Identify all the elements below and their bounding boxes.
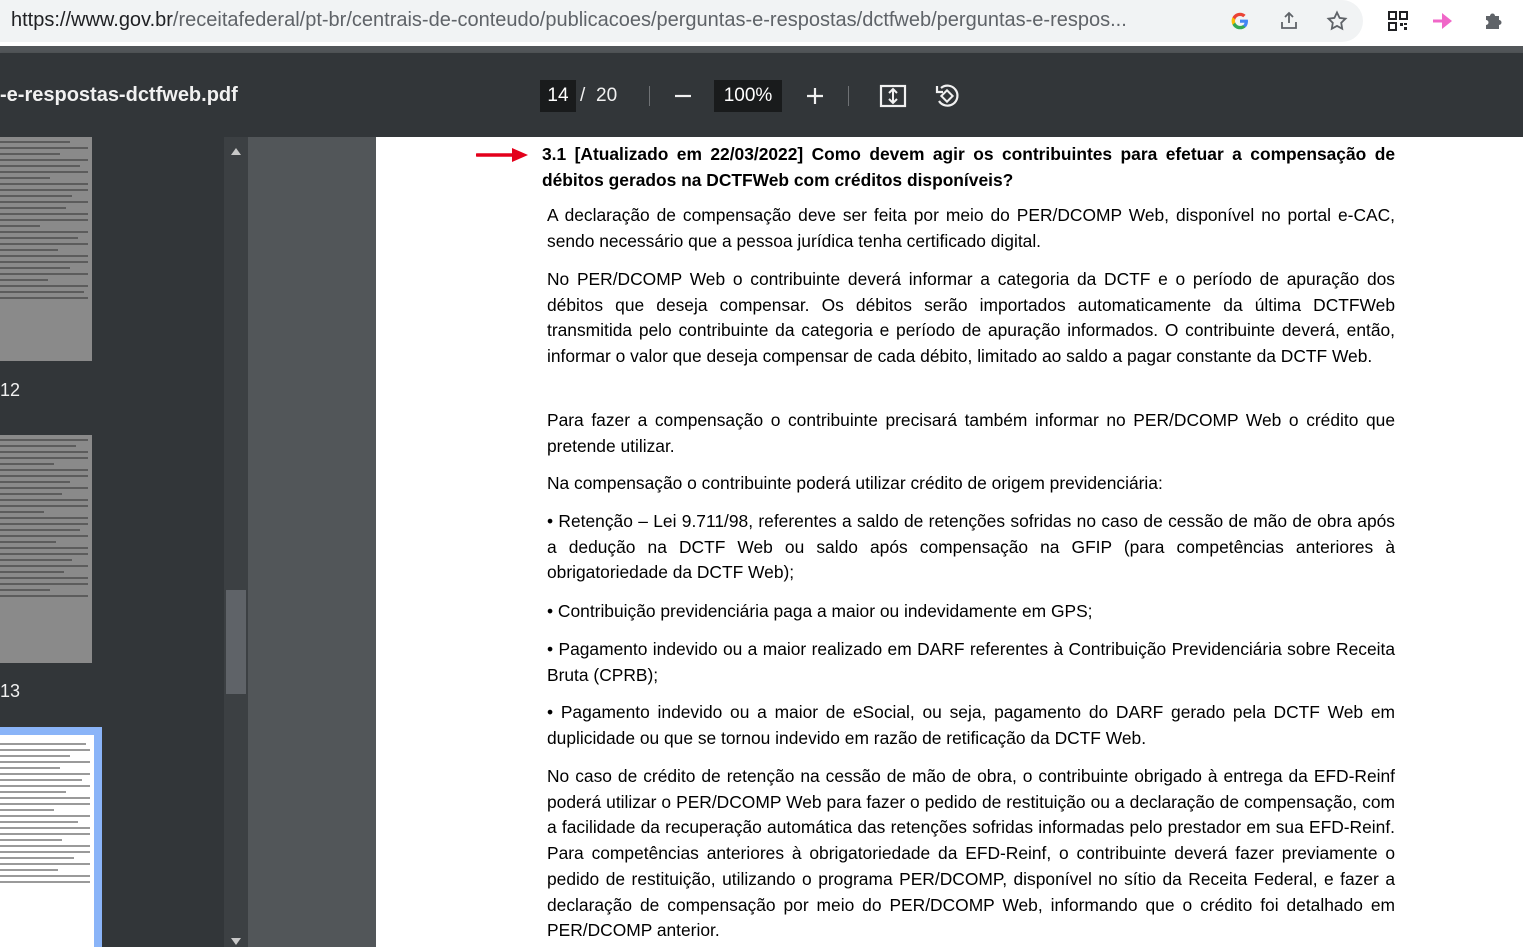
section-heading: 3.1 [Atualizado em 22/03/2022] Como devem agir os contribuintes para efetuar a compensação de débitos gerados na DCTFWeb com créditos disponíveis? [542, 144, 1395, 190]
paragraph: No caso de crédito de retenção na cessão de mão de obra, o contribuinte obrigado à entrega da EFD-Reinf poderá utilizar o PER/DCOMP Web para fazer o pedido de restituição ou a declaração de compensação, com a facilidade da recuperação automática das retenções sofridas informadas pelo prestador em sua EFD-Reinf. Para competências anteriores à obrigatoriedade da EFD-Reinf, o contribuinte deverá fazer previamente o pedido de restituição, utilizando o programa PER/DCOMP, disponível no sítio da Receita Federal, e fazer a declaração de compensação por meio do PER/DCOMP Web, informando que o crédito foi detalhado em PER/DCOMP anterior. [547, 766, 1395, 941]
zoom-out-button[interactable] [667, 80, 699, 112]
fit-page-icon [879, 84, 907, 108]
toolbar-divider [848, 86, 849, 106]
plus-icon [805, 86, 825, 106]
bullet-item: • Retenção – Lei 9.711/98, referentes a saldo de retenções sofridas no caso de cessão de mão de obra após a dedução na DCTF Web ou saldo após compensação na GFIP (para competências anteriores à obrigatoriedade da DCTF Web); [547, 511, 1395, 583]
scroll-up-icon[interactable] [230, 146, 242, 156]
page-separator: / [580, 85, 586, 106]
page-thumbnail[interactable] [0, 137, 92, 361]
sidebar-scrollbar-thumb[interactable] [226, 590, 246, 694]
selected-thumbnail-page [0, 735, 94, 947]
page-thumbnail[interactable] [0, 435, 92, 663]
url-host: https://www.gov.br [11, 9, 173, 31]
url-text[interactable] [11, 9, 1211, 32]
page-thumbnail-selected[interactable] [0, 727, 102, 947]
page-number-input[interactable]: 14 [540, 80, 576, 112]
address-bar[interactable] [0, 0, 1363, 42]
bullet-item: • Pagamento indevido ou a maior de eSocial, ou seja, pagamento do DARF gerado pela DCTF Web em duplicidade ou que se tornou indevido em razão de retificação da DCTF Web. [547, 702, 1395, 748]
pdf-viewport[interactable] [248, 137, 1523, 947]
toolbar-divider [649, 86, 650, 106]
rotate-button[interactable] [931, 80, 963, 112]
extension-arrow-icon[interactable] [1430, 7, 1458, 35]
browser-toolbar [0, 0, 1523, 46]
fit-page-button[interactable] [877, 80, 909, 112]
qr-code-icon[interactable] [1384, 7, 1412, 35]
zoom-in-button[interactable] [799, 80, 831, 112]
url-path: /receitafederal/pt-br/centrais-de-conteudo/publicacoes/perguntas-e-respostas/dctfweb/perguntas-e-respos... [172, 9, 1127, 31]
bullet-item: • Pagamento indevido ou a maior realizado em DARF referentes à Contribuição Previdenciária sobre Receita Bruta (CPRB); [547, 639, 1395, 685]
share-icon[interactable] [1275, 7, 1303, 35]
thumbnail-sidebar [0, 137, 248, 947]
thumbnail-label: 12 [0, 380, 21, 400]
rotate-icon [933, 82, 961, 110]
paragraph: Na compensação o contribuinte poderá utilizar crédito de origem previdenciária: [547, 473, 1163, 493]
red-arrow-icon [476, 145, 530, 165]
minus-icon [673, 86, 693, 106]
paragraph: Para fazer a compensação o contribuinte precisará também informar no PER/DCOMP Web o crédito que pretende utilizar. [547, 410, 1395, 456]
star-icon[interactable] [1323, 7, 1351, 35]
bullet-item: • Contribuição previdenciária paga a maior ou indevidamente em GPS; [547, 601, 1093, 621]
paragraph: A declaração de compensação deve ser feita por meio do PER/DCOMP Web, disponível no portal e-CAC, sendo necessário que a pessoa jurídica tenha certificado digital. [547, 205, 1395, 251]
scroll-down-icon[interactable] [230, 937, 242, 947]
pdf-toolbar [0, 53, 1523, 137]
puzzle-icon[interactable] [1479, 7, 1507, 35]
page-count: 20 [596, 85, 618, 106]
pdf-page [376, 137, 1523, 947]
pdf-filename: -e-respostas-dctfweb.pdf [0, 84, 238, 106]
sidebar-scrollbar[interactable] [224, 137, 248, 947]
google-icon[interactable] [1226, 7, 1254, 35]
paragraph: No PER/DCOMP Web o contribuinte deverá informar a categoria da DCTF e o período de apuração dos débitos que deseja compensar. Os débitos serão importados automaticamente da última DCTFWeb transmitida pelo contribuinte da categoria e período de apuração informados. O contribuinte deverá, então, informar o valor que deseja compensar de cada débito, limitado ao saldo a pagar constante da DCTF Web. [547, 269, 1395, 367]
zoom-level-input[interactable]: 100% [714, 80, 782, 112]
thumbnail-label: 13 [0, 681, 21, 701]
